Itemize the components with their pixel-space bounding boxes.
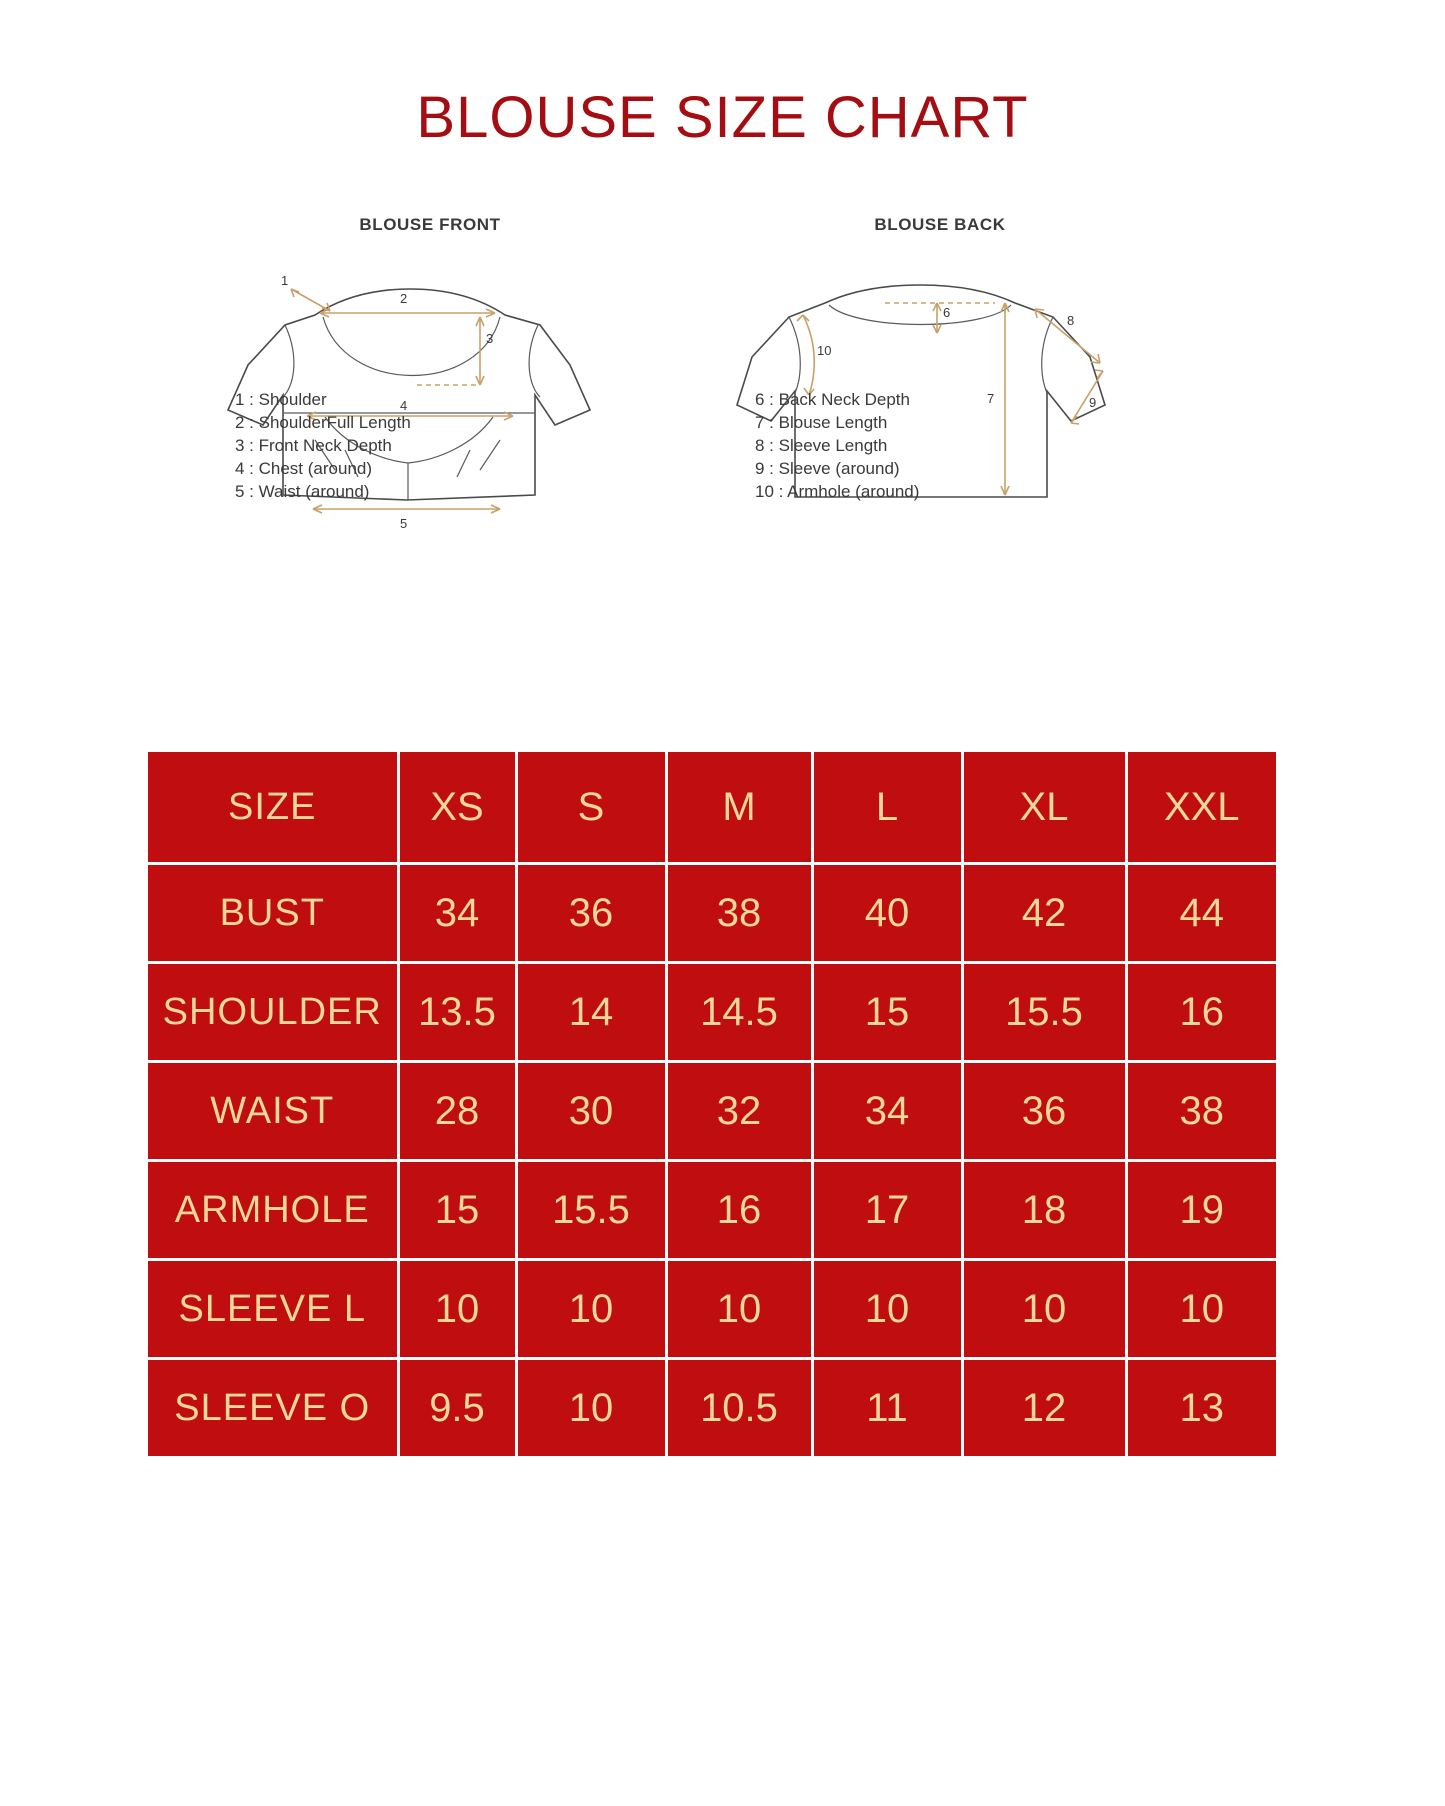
back-legend-item-7: 7 : Blouse Length (755, 413, 888, 432)
front-number-3: 3 (486, 331, 494, 346)
cell-bust-l: 40 (812, 864, 962, 963)
cell-armhole-l: 17 (812, 1161, 962, 1260)
column-header-s: S (516, 752, 666, 864)
row-label-sleeve-o: SLEEVE O (148, 1359, 398, 1457)
size-chart-table-wrap (148, 752, 1276, 1456)
cell-waist-xl: 36 (962, 1062, 1126, 1161)
cell-bust-s: 36 (516, 864, 666, 963)
back-legend-item-9: 9 : Sleeve (around) (755, 459, 900, 478)
cell-sleeve-l-xs: 10 (398, 1260, 516, 1359)
cell-armhole-xxl: 19 (1126, 1161, 1276, 1260)
size-chart-table (148, 752, 1276, 1456)
column-header-xxl: XXL (1126, 752, 1276, 864)
back-number-8: 8 (1067, 313, 1075, 328)
front-legend-item-5: 5 : Waist (around) (235, 482, 370, 501)
cell-waist-s: 30 (516, 1062, 666, 1161)
cell-armhole-xl: 18 (962, 1161, 1126, 1260)
front-number-1: 1 (281, 273, 289, 288)
back-number-9: 9 (1089, 395, 1097, 410)
cell-sleeve-l-l: 10 (812, 1260, 962, 1359)
cell-sleeve-l-m: 10 (666, 1260, 812, 1359)
row-label-bust: BUST (148, 864, 398, 963)
table-row (148, 1161, 1276, 1260)
back-legend-item-10: 10 : Armhole (around) (755, 482, 920, 501)
row-label-armhole: ARMHOLE (148, 1161, 398, 1260)
cell-sleeve-l-xl: 10 (962, 1260, 1126, 1359)
front-legend-item-2: 2 : ShoulderFull Length (235, 413, 411, 432)
table-row (148, 1062, 1276, 1161)
front-legend-item-1: 1 : Shoulder (235, 390, 327, 409)
page-title: BLOUSE SIZE CHART (416, 85, 1029, 150)
cell-sleeve-o-s: 10 (516, 1359, 666, 1457)
cell-sleeve-o-l: 11 (812, 1359, 962, 1457)
blouse-front-caption: BLOUSE FRONT (359, 215, 501, 234)
cell-waist-m: 32 (666, 1062, 812, 1161)
front-number-2: 2 (400, 291, 408, 306)
cell-waist-xxl: 38 (1126, 1062, 1276, 1161)
cell-bust-xxl: 44 (1126, 864, 1276, 963)
blouse-back-caption: BLOUSE BACK (874, 215, 1006, 234)
table-row (148, 864, 1276, 963)
front-number-4: 4 (400, 398, 408, 413)
cell-armhole-s: 15.5 (516, 1161, 666, 1260)
table-row (148, 1260, 1276, 1359)
back-number-6: 6 (943, 305, 951, 320)
column-header-m: M (666, 752, 812, 864)
row-label-waist: WAIST (148, 1062, 398, 1161)
table-row-header (148, 752, 1276, 864)
column-header-l: L (812, 752, 962, 864)
back-legend (755, 388, 919, 503)
column-header-xs: XS (398, 752, 516, 864)
cell-sleeve-o-xl: 12 (962, 1359, 1126, 1457)
cell-sleeve-o-m: 10.5 (666, 1359, 812, 1457)
cell-shoulder-s: 14 (516, 963, 666, 1062)
front-legend-item-3: 3 : Front Neck Depth (235, 436, 392, 455)
cell-bust-m: 38 (666, 864, 812, 963)
table-row (148, 1359, 1276, 1457)
back-number-7: 7 (987, 391, 995, 406)
back-legend-item-8: 8 : Sleeve Length (755, 436, 888, 455)
cell-sleeve-o-xxl: 13 (1126, 1359, 1276, 1457)
front-number-5: 5 (400, 516, 408, 531)
cell-shoulder-xxl: 16 (1126, 963, 1276, 1062)
cell-sleeve-o-xs: 9.5 (398, 1359, 516, 1457)
cell-bust-xl: 42 (962, 864, 1126, 963)
cell-waist-xs: 28 (398, 1062, 516, 1161)
table-row (148, 963, 1276, 1062)
column-header-xl: XL (962, 752, 1126, 864)
column-header-size: SIZE (148, 752, 398, 864)
cell-shoulder-m: 14.5 (666, 963, 812, 1062)
front-legend-item-4: 4 : Chest (around) (235, 459, 373, 478)
cell-armhole-m: 16 (666, 1161, 812, 1260)
front-legend (235, 388, 411, 503)
cell-bust-xs: 34 (398, 864, 516, 963)
cell-sleeve-l-xxl: 10 (1126, 1260, 1276, 1359)
cell-shoulder-xs: 13.5 (398, 963, 516, 1062)
cell-shoulder-l: 15 (812, 963, 962, 1062)
row-label-sleeve-l: SLEEVE L (148, 1260, 398, 1359)
cell-armhole-xs: 15 (398, 1161, 516, 1260)
cell-sleeve-l-s: 10 (516, 1260, 666, 1359)
cell-shoulder-xl: 15.5 (962, 963, 1126, 1062)
row-label-shoulder: SHOULDER (148, 963, 398, 1062)
back-number-10: 10 (817, 343, 832, 358)
back-legend-item-6: 6 : Back Neck Depth (755, 390, 910, 409)
cell-waist-l: 34 (812, 1062, 962, 1161)
